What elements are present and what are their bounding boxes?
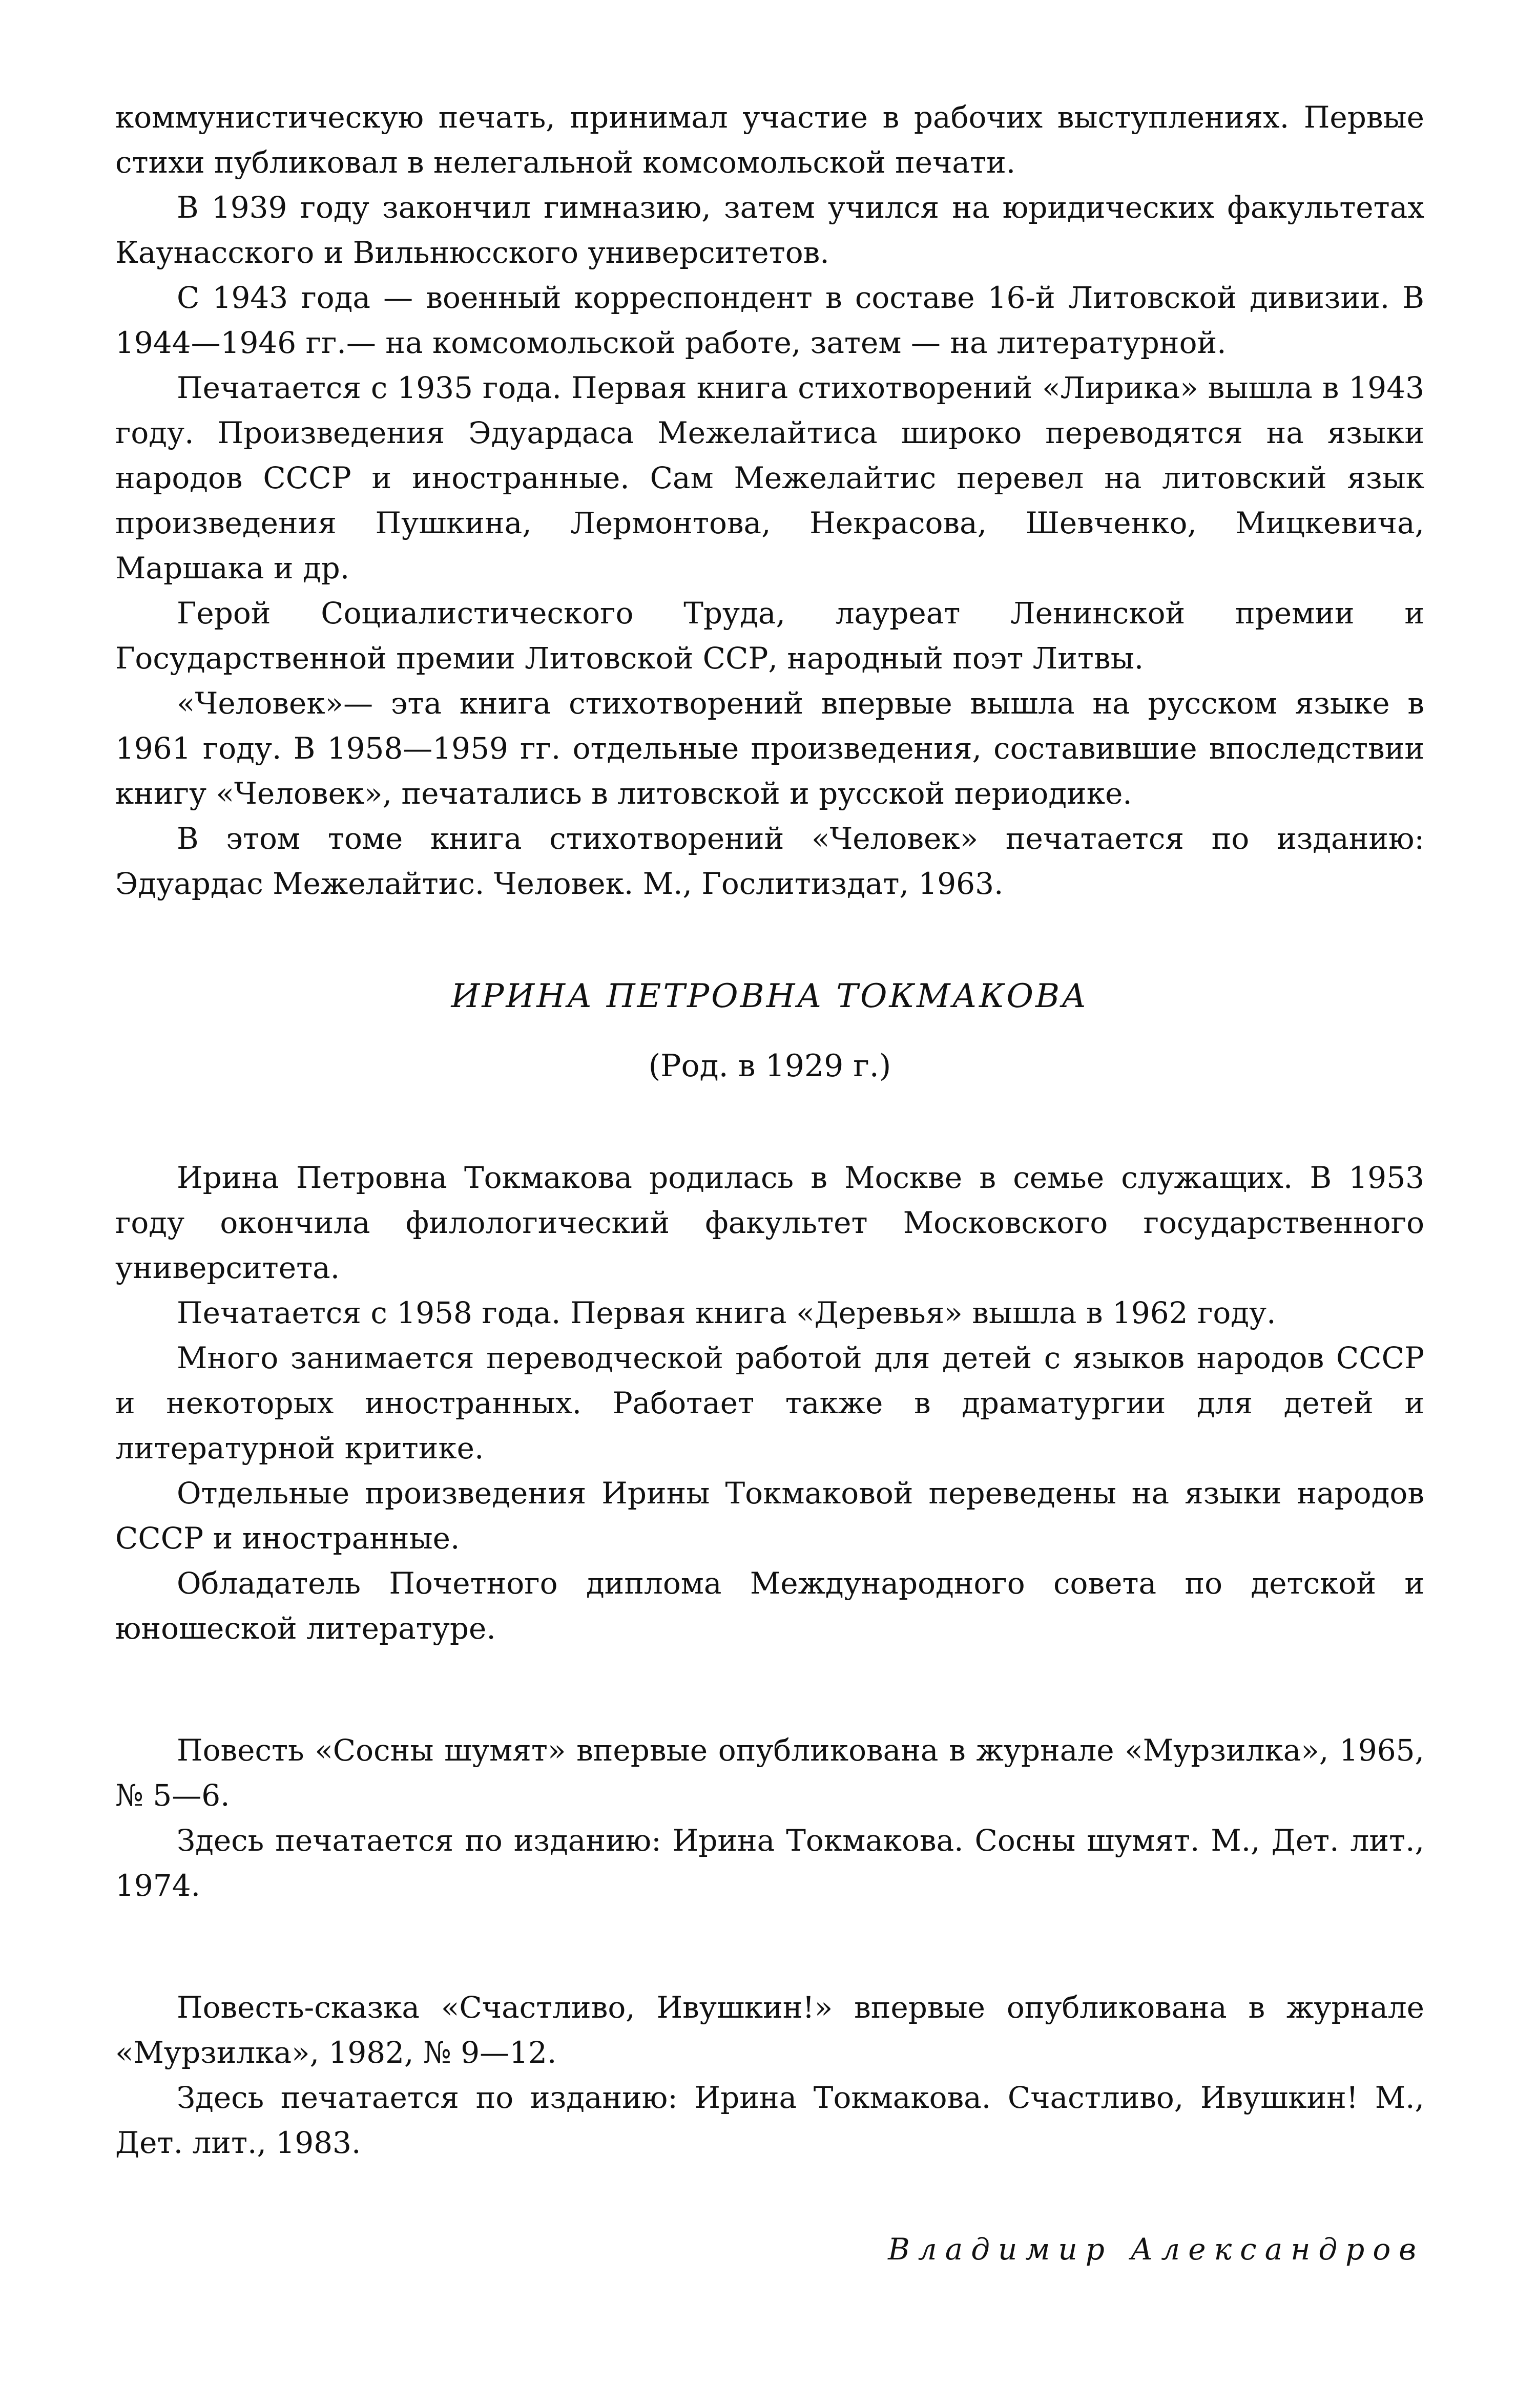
intro-paragraph: Герой Социалистического Труда, лауреат Ленинской премии и Государственной премии Литовской ССР, народный поэт Литвы. bbox=[115, 596, 1424, 676]
intro-paragraph: В этом томе книга стихотворений «Человек» печатается по изданию: Эдуардас Межелайтис. Человек. М., Гослитиздат, 1963. bbox=[115, 821, 1424, 901]
section-heading: ИРИНА ПЕТРОВНА ТОКМАКОВА bbox=[451, 977, 1089, 1015]
publication-note: Здесь печатается по изданию: Ирина Токмакова. Сосны шумят. М., Дет. лит., 1974. bbox=[115, 1823, 1424, 1903]
bio-paragraph: Отдельные произведения Ирины Токмаковой переведены на языки народов СССР и иностранные. bbox=[115, 1476, 1424, 1556]
publication-note: Здесь печатается по изданию: Ирина Токмакова. Счастливо, Ивушкин! М., Дет. лит., 1983. bbox=[115, 2080, 1424, 2160]
author-signature: Владимир Александров bbox=[888, 2232, 1424, 2267]
intro-paragraph: коммунистическую печать, принимал участие в рабочих выступлениях. Первые стихи публиковал в нелегальной комсомольской печати. bbox=[115, 100, 1424, 180]
page bbox=[115, 95, 1424, 2272]
publication-note: Повесть «Сосны шумят» впервые опубликована в журнале «Мурзилка», 1965, № 5—6. bbox=[115, 1733, 1424, 1813]
bio-paragraph: Печатается с 1958 года. Первая книга «Деревья» вышла в 1962 году. bbox=[177, 1295, 1276, 1330]
intro-paragraph: «Человек»— эта книга стихотворений впервые вышла на русском языке в 1961 году. В 1958—1959 гг. отдельные произведения, составившие впоследствии книгу «Человек», печатались в литовской и русской периодике. bbox=[115, 686, 1424, 811]
intro-paragraph: В 1939 году закончил гимназию, затем учился на юридических факультетах Каунасского и Вильнюсского университетов. bbox=[115, 190, 1424, 270]
publication-note: Повесть-сказка «Счастливо, Ивушкин!» впервые опубликована в журнале «Мурзилка», 1982, № 9—12. bbox=[115, 1990, 1424, 2070]
bio-paragraph: Обладатель Почетного диплома Международного совета по детской и юношеской литературе. bbox=[115, 1566, 1424, 1646]
section-subheading: (Род. в 1929 г.) bbox=[648, 1048, 891, 1084]
bio-paragraph: Много занимается переводческой работой для детей с языков народов СССР и некоторых иностранных. Работает также в драматургии для детей и литературной критике. bbox=[115, 1341, 1424, 1465]
intro-paragraph: С 1943 года — военный корреспондент в составе 16-й Литовской дивизии. В 1944—1946 гг.— на комсомольской работе, затем — на литературной. bbox=[115, 280, 1424, 360]
intro-paragraph: Печатается с 1935 года. Первая книга стихотворений «Лирика» вышла в 1943 году. Произведения Эдуардаса Межелайтиса широко переводятся на языки народов СССР и иностранные. Сам Межелайтис перевел на литовский язык произведения Пушкина, Лермонтова, Некрасова, Шевченко, Мицкевича, Маршака и др. bbox=[115, 370, 1424, 585]
bio-paragraph: Ирина Петровна Токмакова родилась в Москве в семье служащих. В 1953 году окончила филологический факультет Московского государственного университета. bbox=[115, 1160, 1424, 1285]
